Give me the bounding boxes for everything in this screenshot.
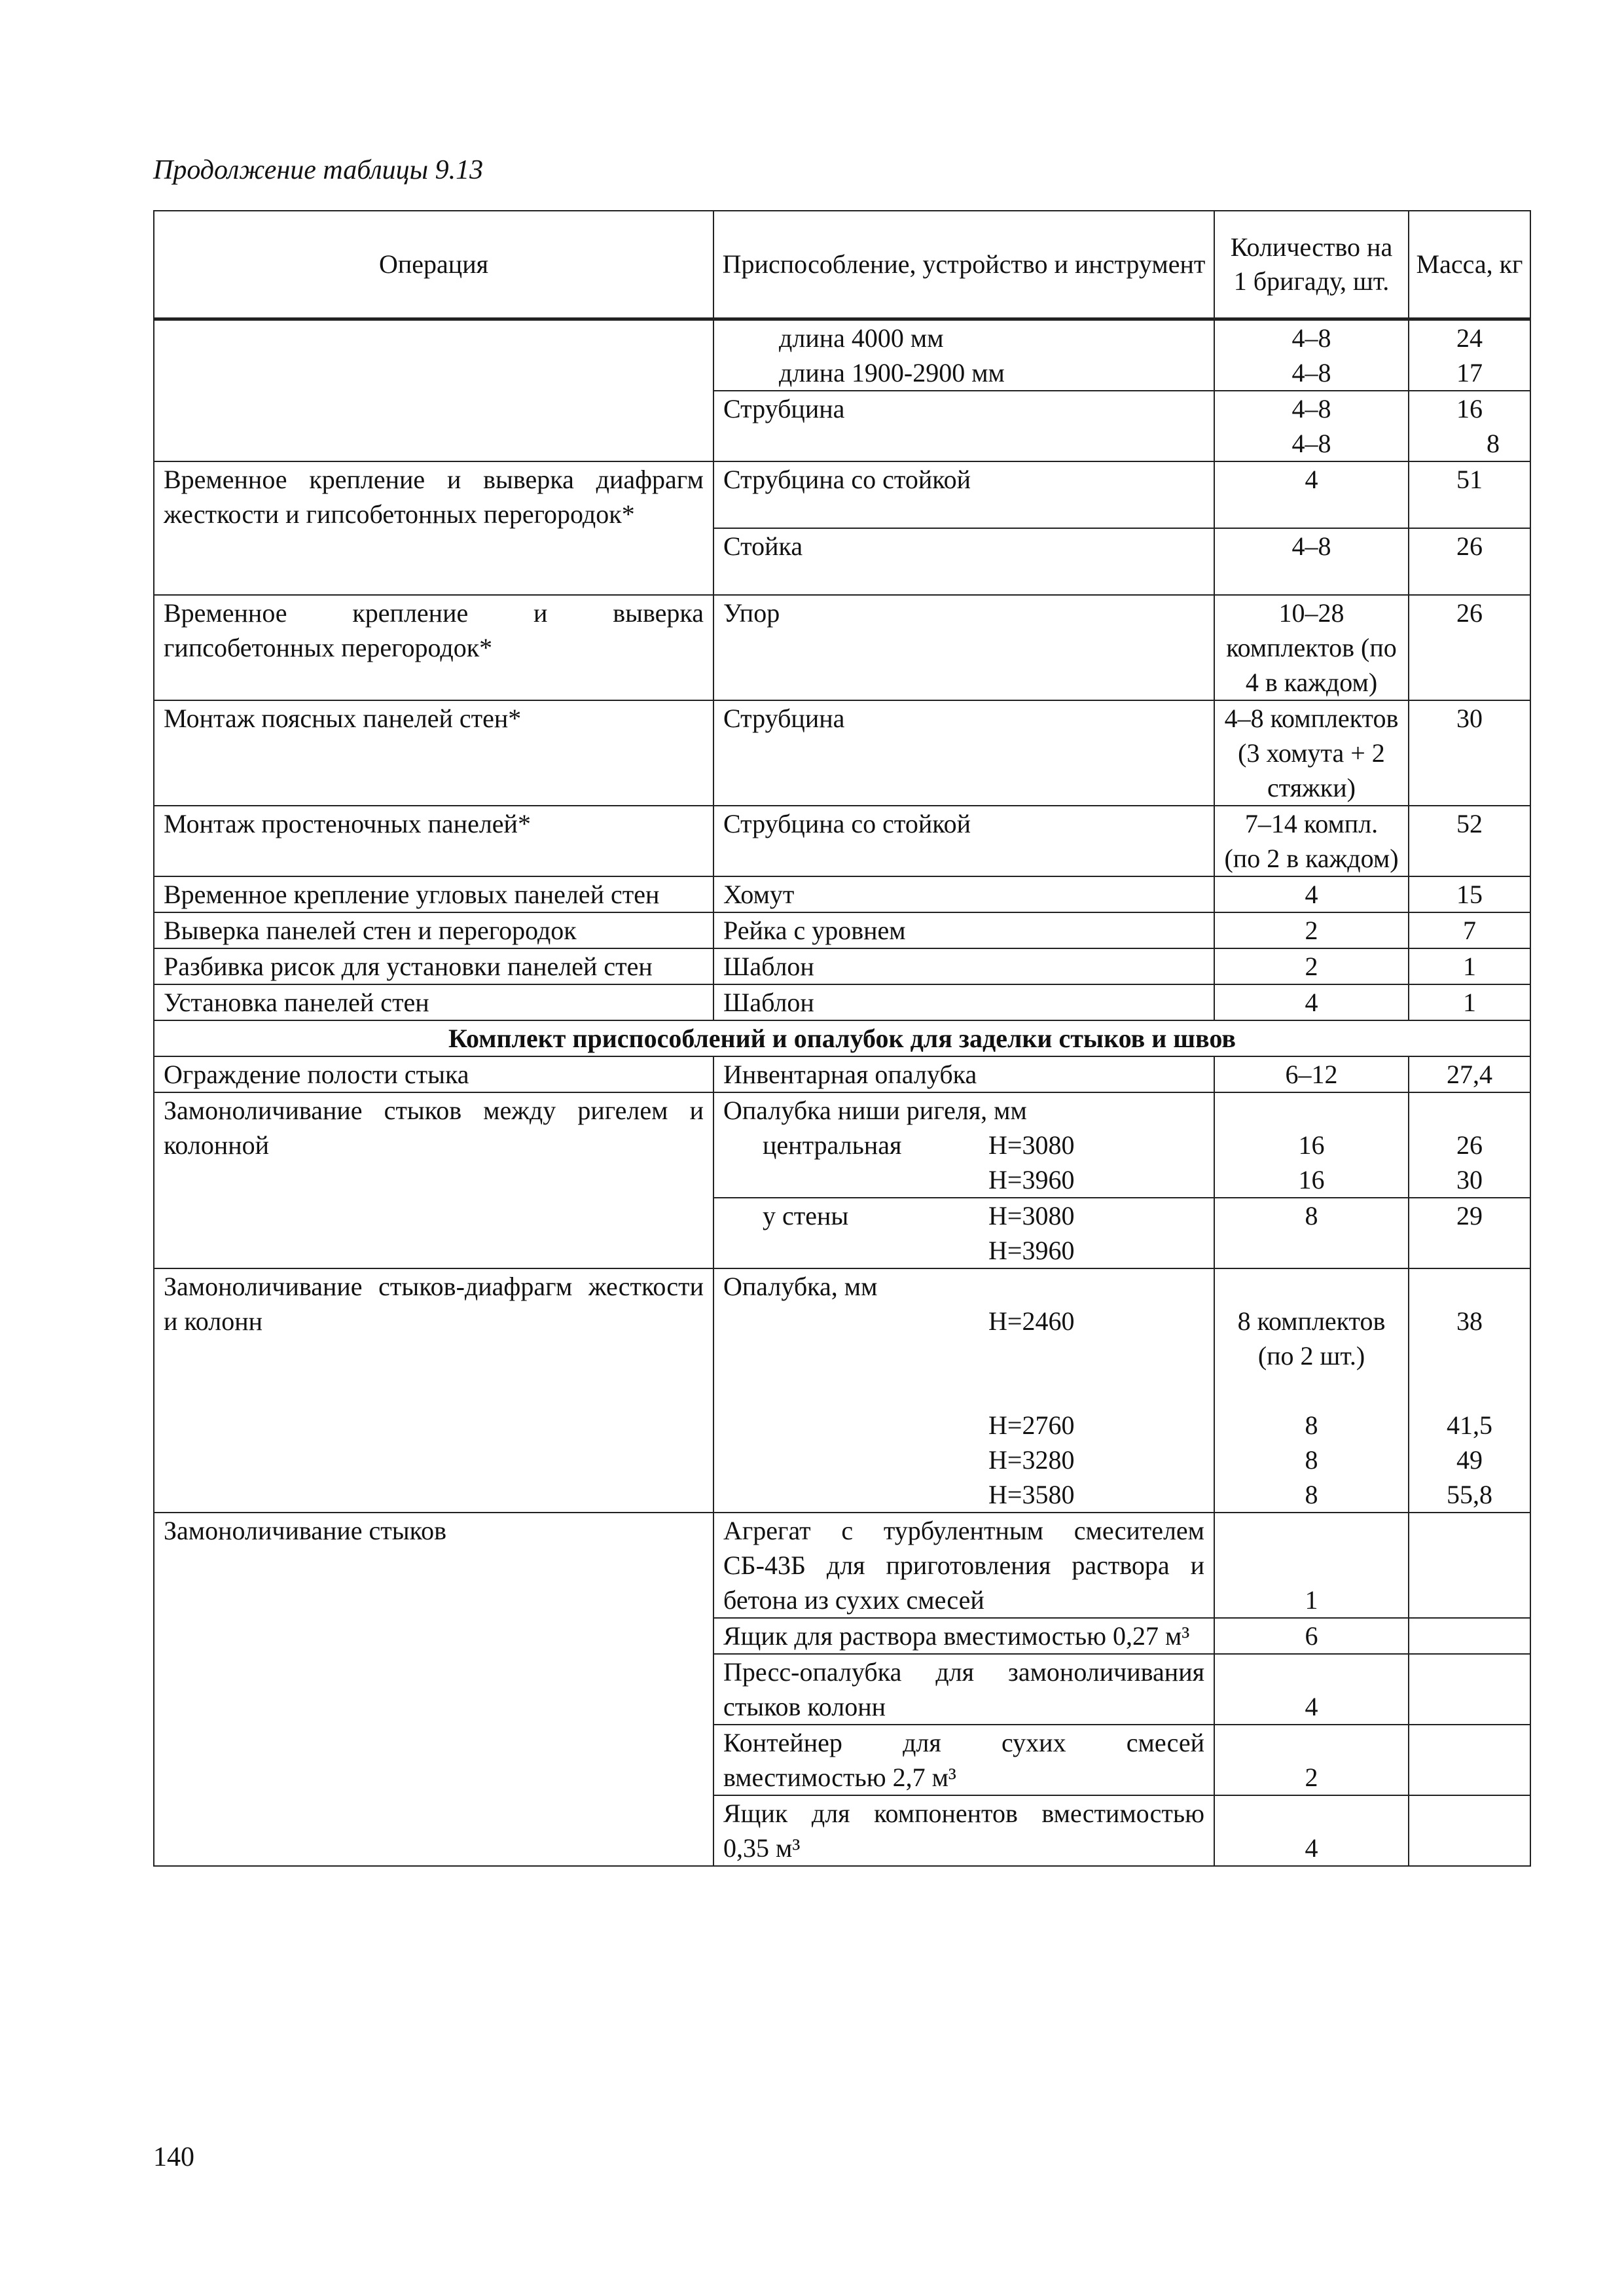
operation-cell: Замоноличивание стыков между ригелем и колонной bbox=[154, 1092, 713, 1268]
table-row bbox=[154, 700, 1530, 806]
operation-cell: Ограждение полости стыка bbox=[154, 1056, 713, 1092]
device-cell: у стены Н=3080 Н=3960 bbox=[713, 1198, 1214, 1268]
quantity-cell: 6–12 bbox=[1214, 1056, 1409, 1092]
device-cell: Опалубка ниши ригеля, мм центральная Н=3080 Н=3960 bbox=[713, 1092, 1214, 1198]
device-cell: Струбцина bbox=[713, 700, 1214, 806]
table-caption: Продолжение таблицы 9.13 bbox=[153, 155, 484, 185]
quantity-cell: 4 bbox=[1214, 1795, 1409, 1866]
quantity-cell: 16 16 bbox=[1214, 1092, 1409, 1198]
device-cell: Контейнер для сухих смесей вместимостью 2,7 м³ bbox=[713, 1725, 1214, 1795]
quantity-cell: 2 bbox=[1214, 912, 1409, 948]
mass-cell bbox=[1409, 1513, 1530, 1618]
table-row bbox=[154, 876, 1530, 912]
operation-cell: Разбивка рисок для установки панелей стен bbox=[154, 948, 713, 984]
quantity-cell: 7–14 компл. (по 2 в каждом) bbox=[1214, 806, 1409, 876]
header-quantity: Количество на 1 бригаду, шт. bbox=[1214, 211, 1409, 319]
operation-cell: Установка панелей стен bbox=[154, 984, 713, 1020]
quantity-cell: 8 bbox=[1214, 1198, 1409, 1268]
quantity-cell: 1 bbox=[1214, 1513, 1409, 1618]
quantity-cell: 4 bbox=[1214, 1654, 1409, 1725]
quantity-cell: 4 bbox=[1214, 876, 1409, 912]
mass-cell: 1 bbox=[1409, 948, 1530, 984]
mass-cell: 27,4 bbox=[1409, 1056, 1530, 1092]
section-header-row bbox=[154, 1020, 1530, 1056]
device-cell: Шаблон bbox=[713, 948, 1214, 984]
quantity-cell: 6 bbox=[1214, 1618, 1409, 1654]
operation-cell: Временное крепление и выверка гипсобетонных перегородок* bbox=[154, 595, 713, 700]
table-row bbox=[154, 1513, 1530, 1618]
device-cell: Ящик для раствора вместимостью 0,27 м³ bbox=[713, 1618, 1214, 1654]
table-row bbox=[154, 984, 1530, 1020]
device-cell: Струбцина со стойкой bbox=[713, 461, 1214, 528]
mass-cell: 26 30 bbox=[1409, 1092, 1530, 1198]
mass-cell: 26 bbox=[1409, 528, 1530, 595]
equipment-table bbox=[153, 210, 1531, 1867]
mass-cell bbox=[1409, 1795, 1530, 1866]
mass-cell: 52 bbox=[1409, 806, 1530, 876]
device-cell: Инвентарная опалубка bbox=[713, 1056, 1214, 1092]
table-row bbox=[154, 595, 1530, 700]
operation-cell: Монтаж простеночных панелей* bbox=[154, 806, 713, 876]
quantity-cell: 10–28 комплектов (по 4 в каждом) bbox=[1214, 595, 1409, 700]
quantity-cell: 8 комплектов (по 2 шт.) 8 8 8 bbox=[1214, 1268, 1409, 1513]
mass-cell: 24 17 bbox=[1409, 319, 1530, 391]
table-row bbox=[154, 461, 1530, 528]
operation-cell: Монтаж поясных панелей стен* bbox=[154, 700, 713, 806]
mass-cell: 16 8 bbox=[1409, 391, 1530, 461]
table-row bbox=[154, 1268, 1530, 1513]
mass-cell bbox=[1409, 1618, 1530, 1654]
operation-cell: Временное крепление и выверка диафрагм жесткости и гипсобетонных перегородок* bbox=[154, 461, 713, 595]
quantity-cell: 4–8 4–8 bbox=[1214, 319, 1409, 391]
mass-cell: 30 bbox=[1409, 700, 1530, 806]
table-row bbox=[154, 948, 1530, 984]
header-operation: Операция bbox=[154, 211, 713, 319]
quantity-cell: 4–8 комплектов (3 хомута + 2 стяжки) bbox=[1214, 700, 1409, 806]
device-cell: Пресс-опалубка для замоноличивания стыков колонн bbox=[713, 1654, 1214, 1725]
device-cell: Агрегат с турбулентным смесителем СБ-43Б для приготовления раствора и бетона из сухих смесей bbox=[713, 1513, 1214, 1618]
mass-cell: 38 41,5 49 55,8 bbox=[1409, 1268, 1530, 1513]
page-number: 140 bbox=[153, 2142, 194, 2172]
mass-cell bbox=[1409, 1654, 1530, 1725]
header-mass: Масса, кг bbox=[1409, 211, 1530, 319]
device-cell: Рейка с уровнем bbox=[713, 912, 1214, 948]
quantity-cell: 2 bbox=[1214, 1725, 1409, 1795]
header-device: Приспособление, устройство и инструмент bbox=[713, 211, 1214, 319]
quantity-cell: 4 bbox=[1214, 461, 1409, 528]
mass-cell: 15 bbox=[1409, 876, 1530, 912]
device-cell: Хомут bbox=[713, 876, 1214, 912]
quantity-cell: 4–8 bbox=[1214, 528, 1409, 595]
mass-cell: 1 bbox=[1409, 984, 1530, 1020]
operation-cell: Выверка панелей стен и перегородок bbox=[154, 912, 713, 948]
table-row bbox=[154, 912, 1530, 948]
table-row bbox=[154, 1092, 1530, 1198]
mass-cell bbox=[1409, 1725, 1530, 1795]
operation-cell bbox=[154, 319, 713, 462]
device-cell: Струбцина bbox=[713, 391, 1214, 461]
operation-cell: Замоноличивание стыков-диафрагм жесткости и колонн bbox=[154, 1268, 713, 1513]
mass-cell: 51 bbox=[1409, 461, 1530, 528]
device-cell: длина 4000 мм длина 1900-2900 мм bbox=[713, 319, 1214, 391]
table-row bbox=[154, 806, 1530, 876]
device-cell: Стойка bbox=[713, 528, 1214, 595]
device-cell: Ящик для компонентов вместимостью 0,35 м³ bbox=[713, 1795, 1214, 1866]
table-row bbox=[154, 319, 1530, 391]
device-cell: Упор bbox=[713, 595, 1214, 700]
quantity-cell: 4–8 4–8 bbox=[1214, 391, 1409, 461]
operation-cell: Замоноличивание стыков bbox=[154, 1513, 713, 1866]
quantity-cell: 2 bbox=[1214, 948, 1409, 984]
table-row bbox=[154, 1056, 1530, 1092]
section-title: Комплект приспособлений и опалубок для заделки стыков и швов bbox=[154, 1020, 1530, 1056]
mass-cell: 26 bbox=[1409, 595, 1530, 700]
device-cell: Шаблон bbox=[713, 984, 1214, 1020]
mass-cell: 29 bbox=[1409, 1198, 1530, 1268]
device-cell: Струбцина со стойкой bbox=[713, 806, 1214, 876]
operation-cell: Временное крепление угловых панелей стен bbox=[154, 876, 713, 912]
table-header-row bbox=[154, 211, 1530, 319]
device-cell: Опалубка, мм Н=2460 Н=2760 Н=3280 Н=3580 bbox=[713, 1268, 1214, 1513]
quantity-cell: 4 bbox=[1214, 984, 1409, 1020]
mass-cell: 7 bbox=[1409, 912, 1530, 948]
